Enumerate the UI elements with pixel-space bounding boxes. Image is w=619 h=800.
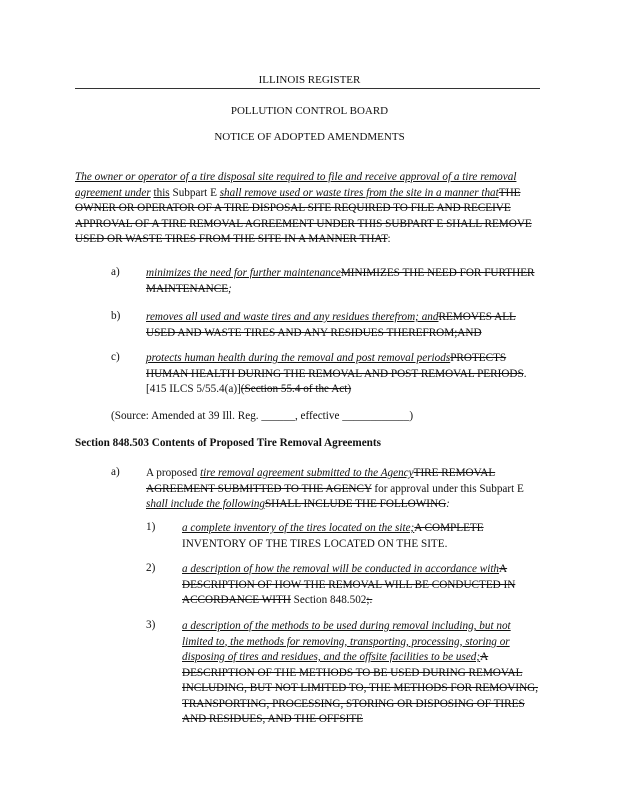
sub-3-text <box>182 619 541 728</box>
section-a-tail: : <box>446 498 450 510</box>
sub-2-old: A DESCRIPTION OF HOW THE REMOVAL WILL BE CONDUCTED IN ACCORDANCE WITH <box>182 563 516 606</box>
sub-1-new: a complete inventory of the tires located on the site; <box>182 522 415 534</box>
sub-2-new: a description of how the removal will be conducted in accordance with <box>182 563 500 575</box>
sub-1-label: 1) <box>146 521 156 533</box>
sub-1-plain: INVENTORY OF THE TIRES LOCATED ON THE SITE. <box>182 537 448 550</box>
sub-3-label: 3) <box>146 619 156 631</box>
item-c-old-citation: (Section 55.4 of the Act) <box>240 383 352 395</box>
sub-3-old: A DESCRIPTION OF THE METHODS TO BE USED DURING REMOVAL INCLUDING, BUT NOT LIMITED TO, THE METHODS FOR REMOVING, TRANSPORTING, PROCESSING, STORING OR DISPOSING OF TIRES AND RESIDUES, AND THE OFFSITE <box>182 651 539 725</box>
item-a-tail: ; <box>228 282 232 295</box>
item-c-label: c) <box>111 351 120 363</box>
section-a-text <box>146 466 541 513</box>
item-c-citation: . [415 ILCS 5/55.4(a)] <box>146 367 527 395</box>
section-a-new-1: tire removal agreement submitted to the Agency <box>200 467 414 479</box>
item-a-text <box>146 266 541 297</box>
section-a-old-1: TIRE REMOVAL AGREEMENT SUBMITTED TO THE AGENCY <box>146 467 496 495</box>
item-a-old: MINIMIZES THE NEED FOR FURTHER MAINTENANCE <box>146 267 535 295</box>
section-heading: Section 848.503 Contents of Proposed Tire Removal Agreements <box>75 437 381 449</box>
item-c-new: protects human health during the removal and post removal periods <box>146 352 451 364</box>
intro-new-text-2: shall remove used or waste tires from the site in a manner that <box>219 186 499 199</box>
intro-new-text-1: The owner or operator of a tire disposal site required to file and receive approval of a tire removal agreement under <box>75 171 517 199</box>
notice-title: NOTICE OF ADOPTED AMENDMENTS <box>214 131 405 143</box>
intro-deleted-text: THE OWNER OR OPERATOR OF A TIRE DISPOSAL SITE REQUIRED TO FILE AND RECEIVE APPROVAL OF A TIRE REMOVAL AGREEMENT UNDER THIS SUBPART E SHALL REMOVE USED OR WASTE TIRES FROM THE SITE IN A MANNER THAT <box>75 186 532 245</box>
register-title: ILLINOIS REGISTER <box>258 74 361 86</box>
item-c-text <box>146 351 541 398</box>
board-title: POLLUTION CONTROL BOARD <box>230 105 389 117</box>
item-a-label: a) <box>111 266 120 278</box>
intro-paragraph <box>75 170 540 248</box>
header-rule <box>75 88 540 89</box>
item-b-old: REMOVES ALL USED AND WASTE TIRES AND ANY RESIDUES THEREFROM;AND <box>146 311 516 339</box>
item-b-text <box>146 310 541 341</box>
sub-2-label: 2) <box>146 562 156 574</box>
sub-1-old: A COMPLETE <box>414 522 484 534</box>
item-c-old: PROTECTS HUMAN HEALTH DURING THE REMOVAL AND POST REMOVAL PERIODS <box>146 352 524 380</box>
section-a-plain-2: for approval under this Subpart E <box>374 482 524 495</box>
intro-subpart: Subpart E <box>172 186 217 199</box>
intro-this: this <box>153 186 170 199</box>
sub-2-text <box>182 562 541 609</box>
item-a-new: minimizes the need for further maintenance <box>146 267 341 279</box>
sub-3-new: a description of the methods to be used during removal including, but not limited to, the methods for removing, transporting, processing, storing or disposing of tires and residues, and the offsite facilities to be used; <box>182 620 511 663</box>
intro-colon: : <box>387 233 391 245</box>
sub-2-plain: Section 848.502 <box>293 594 367 606</box>
section-a-label: a) <box>111 466 120 478</box>
section-a-new-2: shall include the following <box>146 498 266 510</box>
section-a-plain-1: A proposed <box>146 467 198 479</box>
item-b-label: b) <box>111 310 121 322</box>
sub-1-text <box>182 521 541 552</box>
sub-2-old-tail: ;. <box>366 594 373 606</box>
source-note: (Source: Amended at 39 Ill. Reg. ______, effective ____________) <box>111 410 414 422</box>
item-b-new: removes all used and waste tires and any residues therefrom; and <box>146 311 439 323</box>
section-a-old-2: SHALL INCLUDE THE FOLLOWING <box>265 498 447 510</box>
